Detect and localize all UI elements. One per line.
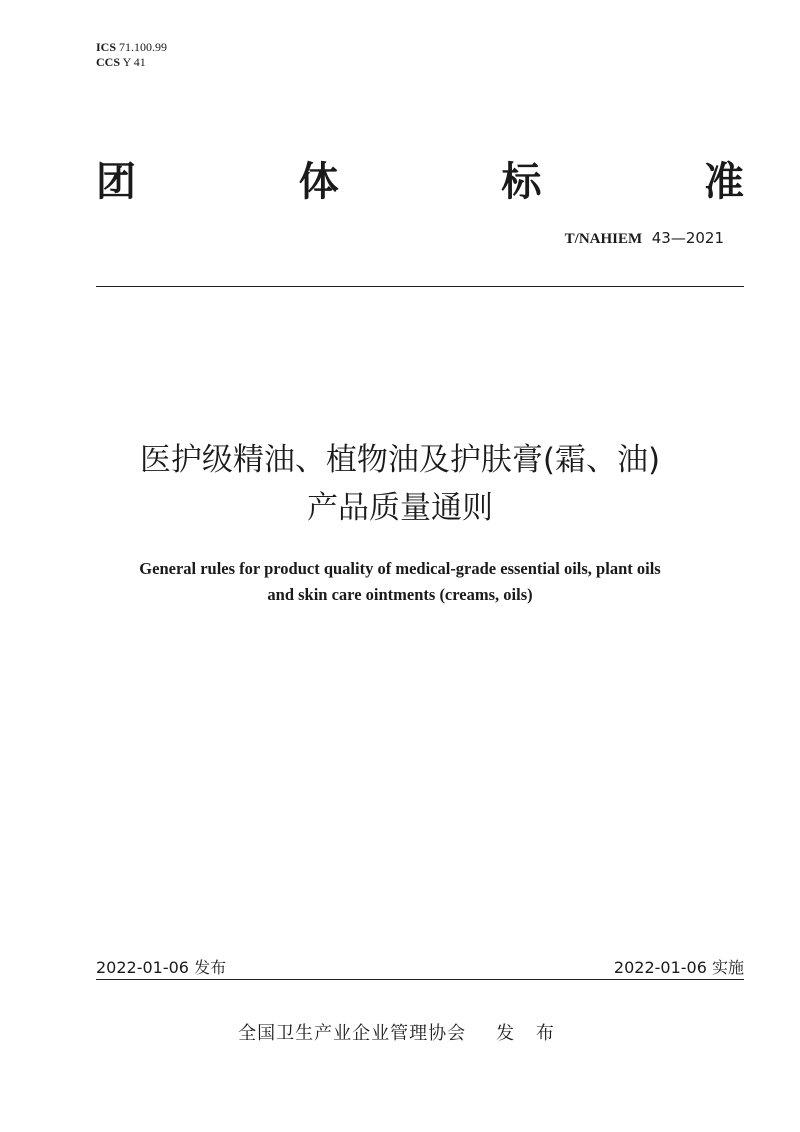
english-title-line-2: and skin care ointments (creams, oils)	[267, 585, 533, 604]
standard-type-char-1: 团	[96, 159, 136, 205]
chinese-title-line-1: 医护级精油、植物油及护肤膏(霜、油)	[139, 442, 661, 478]
bottom-divider	[96, 979, 744, 980]
ics-code	[96, 40, 167, 55]
release-date: 2022-01-06 发布	[96, 958, 227, 977]
standard-type-char-4: 准	[703, 159, 744, 205]
standard-type-char-2: 体	[298, 159, 339, 205]
chinese-title-line-2: 产品质量通则	[307, 490, 493, 526]
ccs-label: CCS	[96, 55, 121, 69]
publisher-line	[0, 1019, 800, 1045]
standard-code-prefix: T/NAHIEM	[564, 231, 643, 247]
ics-value: 71.100.99	[119, 40, 168, 54]
english-title	[60, 556, 740, 608]
standard-code-number: 43—2021	[651, 229, 724, 247]
english-title-line-1: General rules for product quality of medical-grade essential oils, plant oils	[139, 559, 661, 578]
top-divider	[96, 286, 744, 287]
standard-type-char-3: 标	[501, 159, 542, 205]
chinese-title	[60, 436, 740, 532]
classification-codes	[96, 40, 167, 70]
standard-code	[565, 229, 724, 248]
implement-date: 2022-01-06 实施	[613, 958, 744, 977]
publisher-action: 发 布	[496, 1023, 562, 1044]
standard-type-heading	[96, 150, 744, 207]
ccs-code	[96, 55, 167, 70]
ccs-value: Y 41	[122, 55, 146, 69]
publisher-name: 全国卫生产业企业管理协会	[238, 1023, 467, 1044]
ics-label: ICS	[96, 40, 117, 54]
